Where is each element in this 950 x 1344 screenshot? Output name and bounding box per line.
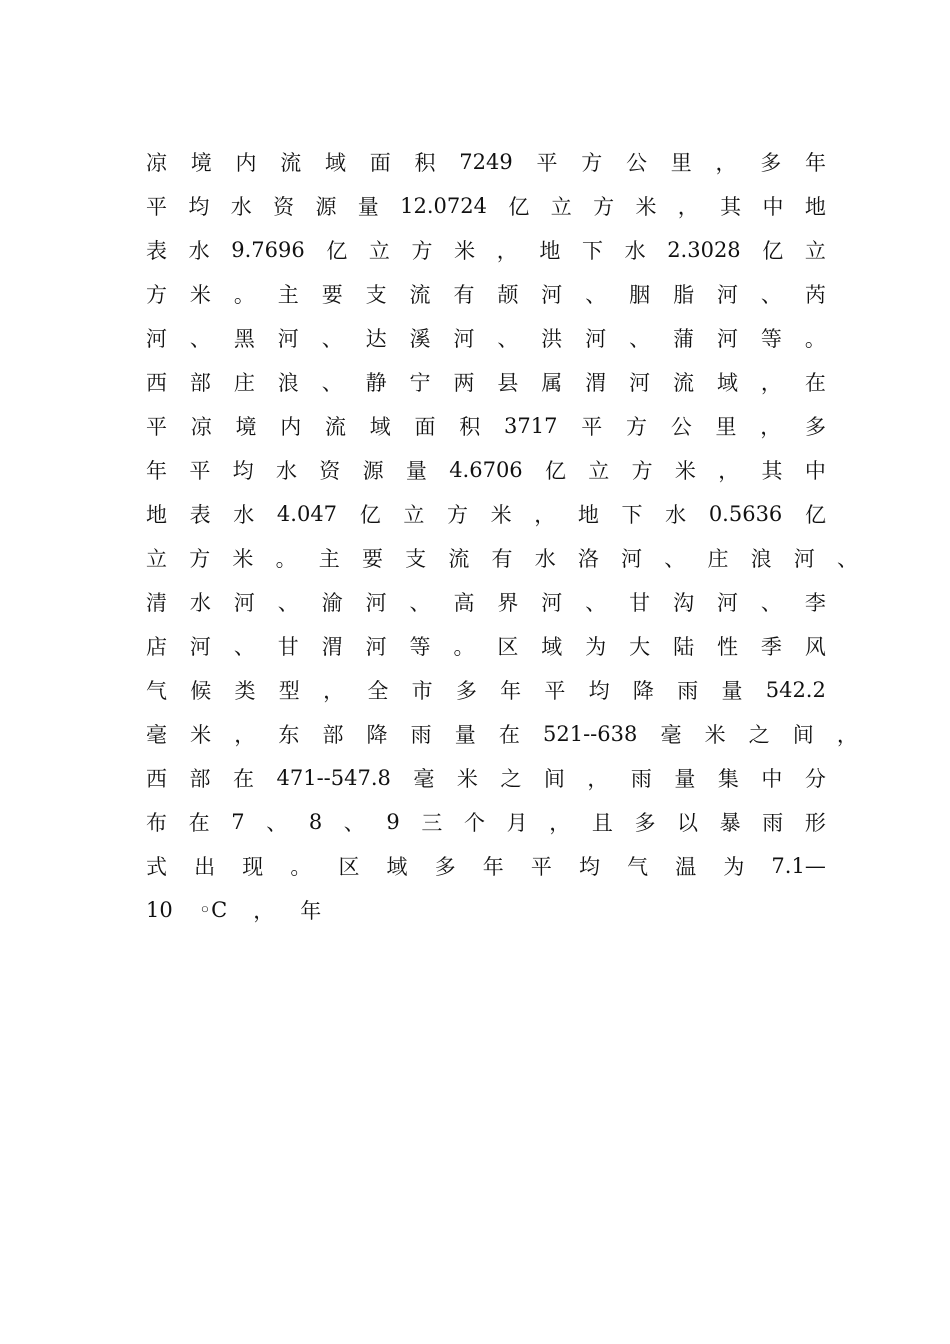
text-token: 有 [453, 283, 475, 307]
text-token: 雨 [410, 723, 432, 747]
text-token: 类 [234, 679, 256, 703]
text-token: 毫 [660, 723, 682, 747]
text-token: 且 [591, 811, 613, 835]
text-token: 河 [629, 371, 651, 395]
text-token: 境 [190, 151, 212, 175]
text-token: 里 [715, 415, 737, 439]
text-token: 河 [716, 591, 738, 615]
text-token: 西 [146, 767, 167, 791]
text-token: 0.5636 [708, 502, 783, 526]
text-line [146, 492, 826, 536]
text-token: 域 [369, 415, 391, 439]
text-token: 米 [704, 723, 726, 747]
text-token: 地 [804, 195, 826, 219]
text-token: 气 [627, 855, 649, 879]
text-token: 分 [804, 767, 826, 791]
text-token: 全 [367, 679, 389, 703]
text-token: 县 [497, 371, 519, 395]
text-token: 、 [266, 811, 288, 835]
text-token: 、 [629, 327, 651, 351]
text-token: 立 [146, 547, 167, 571]
text-token: 陆 [673, 635, 695, 659]
text-token: 之 [500, 767, 522, 791]
text-token: 表 [146, 239, 167, 263]
text-token: 4.047 [276, 502, 338, 526]
text-token: 量 [454, 723, 476, 747]
text-token: 亿 [762, 239, 784, 263]
text-token: 毫 [413, 767, 435, 791]
text-token: 平 [146, 195, 167, 219]
text-token: 内 [235, 151, 257, 175]
text-token: 方 [446, 503, 468, 527]
text-token: 三 [421, 811, 443, 835]
text-line [146, 140, 826, 184]
text-token: 水 [230, 195, 252, 219]
text-token: 方 [631, 459, 653, 483]
text-token: 地 [146, 503, 167, 527]
text-token: 渭 [321, 635, 343, 659]
text-token: 公 [670, 415, 692, 439]
text-token: 溪 [409, 327, 431, 351]
text-token: 多 [455, 679, 477, 703]
text-token: 静 [365, 371, 387, 395]
text-token: 、 [321, 371, 343, 395]
text-token: 流 [409, 283, 431, 307]
text-token: 、 [760, 283, 782, 307]
text-token: ， [496, 239, 518, 263]
text-token: 立 [550, 195, 572, 219]
text-line [146, 844, 826, 888]
text-token: 其 [720, 195, 742, 219]
text-token: 之 [748, 723, 770, 747]
text-token: 方 [593, 195, 615, 219]
text-token: 水 [189, 591, 211, 615]
text-token: 降 [366, 723, 388, 747]
text-token: 亿 [544, 459, 566, 483]
text-line [146, 184, 826, 228]
text-token: 河 [716, 327, 738, 351]
text-token: 多 [634, 811, 656, 835]
text-token: 亿 [804, 503, 826, 527]
text-token: 471--547.8 [276, 766, 391, 790]
text-token: 河 [621, 547, 643, 571]
text-token: ， [323, 679, 345, 703]
text-line [146, 668, 826, 712]
text-token: 主 [318, 547, 340, 571]
text-token: 要 [361, 547, 383, 571]
text-token: 在 [188, 811, 210, 835]
text-token: 河 [453, 327, 475, 351]
text-token: 在 [498, 723, 520, 747]
text-token: 河 [541, 283, 563, 307]
text-token: 9.7696 [231, 238, 305, 262]
text-token: 年 [482, 855, 504, 879]
text-token: 源 [315, 195, 337, 219]
text-token: 年 [500, 679, 522, 703]
text-token: 流 [325, 415, 346, 439]
text-token: 个 [464, 811, 485, 835]
text-token: 在 [804, 371, 826, 395]
text-token: 间 [792, 723, 814, 747]
text-token: 庄 [233, 371, 255, 395]
text-token: 河 [365, 635, 387, 659]
text-token: 、 [233, 635, 255, 659]
text-token: 店 [146, 635, 167, 659]
text-token: 等 [409, 635, 431, 659]
text-token: 现 [242, 855, 264, 879]
text-token: 多 [434, 855, 456, 879]
text-token: 河 [365, 591, 387, 615]
text-token: 暴 [719, 811, 741, 835]
text-line [146, 756, 826, 800]
text-token: 界 [497, 591, 519, 615]
text-token: 里 [670, 151, 692, 175]
text-token: 均 [578, 855, 600, 879]
text-token: 年 [146, 459, 167, 483]
text-token: 3717 [504, 414, 558, 438]
text-token: 为 [585, 635, 607, 659]
text-token: 多 [804, 415, 826, 439]
text-token: 芮 [804, 283, 826, 307]
text-token: 性 [716, 635, 738, 659]
text-token: 521--638 [542, 722, 638, 746]
text-token: 式 [146, 855, 167, 879]
text-token: 中 [804, 459, 826, 483]
text-token: 出 [194, 855, 216, 879]
text-token: 浪 [750, 547, 772, 571]
text-token: ， [587, 767, 609, 791]
text-token: 区 [338, 855, 360, 879]
text-token: 支 [405, 547, 427, 571]
text-token: 均 [232, 459, 254, 483]
text-token: 等 [760, 327, 782, 351]
text-token: 水 [665, 503, 687, 527]
text-token: 部 [189, 371, 211, 395]
text-token: 、 [837, 547, 858, 571]
text-token: 米 [635, 195, 657, 219]
text-token: 、 [760, 591, 782, 615]
text-token: 浪 [277, 371, 299, 395]
text-token: 毫 [146, 723, 167, 747]
text-token: 资 [319, 459, 341, 483]
text-token: ， [253, 899, 275, 923]
text-token: 、 [277, 591, 299, 615]
text-token: 月 [506, 811, 528, 835]
text-token: 量 [674, 767, 696, 791]
text-token: ， [534, 503, 556, 527]
text-token: 沟 [673, 591, 695, 615]
text-token: 源 [362, 459, 384, 483]
text-token: 河 [233, 591, 255, 615]
text-token: 部 [322, 723, 344, 747]
text-token: 地 [577, 503, 599, 527]
text-token: 甘 [629, 591, 651, 615]
text-token: 支 [365, 283, 387, 307]
text-token: 方 [581, 151, 603, 175]
text-line [146, 580, 826, 624]
text-line [146, 800, 826, 844]
text-token: ◦C [198, 898, 228, 922]
text-token: 下 [621, 503, 643, 527]
text-token: 降 [632, 679, 654, 703]
text-line [146, 272, 826, 316]
text-token: 流 [448, 547, 470, 571]
text-token: 方 [189, 547, 211, 571]
text-token: 黑 [233, 327, 255, 351]
text-token: 雨 [630, 767, 652, 791]
text-token: ， [836, 723, 858, 747]
text-token: 亿 [508, 195, 530, 219]
text-token: ， [234, 723, 256, 747]
text-token: 两 [453, 371, 475, 395]
text-token: 河 [541, 591, 563, 615]
text-token: 。 [453, 635, 475, 659]
text-token: ， [715, 151, 737, 175]
text-token: 域 [386, 855, 408, 879]
text-token: 面 [369, 151, 391, 175]
text-token: 亿 [326, 239, 348, 263]
text-token: 在 [233, 767, 254, 791]
text-token: 间 [543, 767, 565, 791]
text-token: 、 [664, 547, 686, 571]
text-token: 河 [793, 547, 815, 571]
text-token: 水 [188, 239, 210, 263]
text-token: 公 [625, 151, 647, 175]
text-token: 以 [677, 811, 699, 835]
text-token: 米 [490, 503, 512, 527]
text-token: 、 [189, 327, 211, 351]
text-token: 米 [674, 459, 696, 483]
text-token: 8 [308, 810, 323, 834]
text-token: 风 [804, 635, 826, 659]
text-token: 季 [760, 635, 782, 659]
text-line [146, 712, 858, 756]
text-token: 水 [233, 503, 255, 527]
text-token: 9 [386, 810, 400, 834]
text-token: 立 [403, 503, 425, 527]
text-token: 方 [411, 239, 433, 263]
text-token: 雨 [762, 811, 784, 835]
text-token: 米 [456, 767, 478, 791]
text-token: 中 [761, 767, 783, 791]
text-token: 均 [588, 679, 610, 703]
text-token: 、 [409, 591, 431, 615]
text-token: 立 [368, 239, 390, 263]
text-token: 。 [275, 547, 297, 571]
text-token: 米 [189, 283, 211, 307]
text-token: 区 [497, 635, 519, 659]
text-token: 为 [723, 855, 745, 879]
text-token: 域 [716, 371, 738, 395]
text-token: 市 [411, 679, 433, 703]
text-token: 资 [273, 195, 295, 219]
text-token: 内 [280, 415, 302, 439]
text-token: 方 [625, 415, 647, 439]
text-token: 渭 [585, 371, 607, 395]
text-token: 年 [300, 899, 322, 923]
text-token: 表 [189, 503, 211, 527]
text-token: 平 [189, 459, 211, 483]
text-token: 立 [588, 459, 610, 483]
text-token: 甘 [277, 635, 299, 659]
text-token: 东 [278, 723, 300, 747]
text-token: 大 [629, 635, 651, 659]
text-token: 水 [624, 239, 646, 263]
text-token: 积 [459, 415, 481, 439]
text-token: 西 [146, 371, 167, 395]
text-token: 胭 [629, 283, 651, 307]
text-token: 部 [189, 767, 211, 791]
text-token: 候 [190, 679, 212, 703]
text-token: 温 [675, 855, 697, 879]
text-line [146, 888, 826, 932]
text-token: 庄 [707, 547, 729, 571]
text-token: 高 [453, 591, 475, 615]
text-token: 、 [585, 591, 607, 615]
text-token: 亿 [359, 503, 381, 527]
text-token: 7249 [459, 150, 513, 174]
text-token: 洛 [577, 547, 599, 571]
text-token: 河 [716, 283, 738, 307]
text-token: 米 [232, 547, 254, 571]
text-token: 均 [188, 195, 210, 219]
text-token: 平 [544, 679, 566, 703]
text-token: 米 [454, 239, 476, 263]
text-token: 宁 [409, 371, 431, 395]
text-token: 水 [275, 459, 297, 483]
text-token: 积 [414, 151, 436, 175]
text-token: 。 [233, 283, 255, 307]
text-token: 雨 [677, 679, 699, 703]
text-token: 量 [405, 459, 427, 483]
text-token: 河 [277, 327, 299, 351]
text-token: ， [760, 371, 782, 395]
text-token: 渝 [321, 591, 343, 615]
text-token: 型 [278, 679, 300, 703]
text-token: 河 [146, 327, 167, 351]
text-token: 颉 [497, 283, 519, 307]
text-token: 流 [280, 151, 302, 175]
text-token: 4.6706 [449, 458, 523, 482]
text-token: 达 [365, 327, 387, 351]
text-token: 立 [804, 239, 826, 263]
text-token: 属 [541, 371, 563, 395]
text-line [146, 360, 826, 404]
text-token: 流 [673, 371, 695, 395]
text-token: 年 [804, 151, 826, 175]
text-token: 中 [762, 195, 784, 219]
text-token: 布 [146, 811, 167, 835]
text-token: 12.0724 [400, 194, 487, 218]
text-token: 量 [357, 195, 379, 219]
text-token: 要 [321, 283, 343, 307]
text-token: 平 [146, 415, 167, 439]
text-token: 、 [321, 327, 343, 351]
text-line [146, 624, 826, 668]
text-token: 洪 [541, 327, 563, 351]
text-token: 地 [539, 239, 561, 263]
text-token: 境 [235, 415, 257, 439]
text-token: 平 [581, 415, 603, 439]
text-line [146, 316, 826, 360]
text-line [146, 448, 826, 492]
text-token: 2.3028 [667, 238, 741, 262]
text-token: 面 [414, 415, 436, 439]
text-token: 、 [343, 811, 365, 835]
text-token: 7.1— [771, 854, 826, 878]
text-token: 脂 [673, 283, 695, 307]
text-token: 10 [146, 898, 173, 922]
text-token: 清 [146, 591, 167, 615]
text-token: 有 [491, 547, 513, 571]
text-token: 域 [541, 635, 563, 659]
text-token: 凉 [146, 151, 167, 175]
text-token: 河 [585, 327, 607, 351]
text-token: 7 [231, 810, 245, 834]
text-token: 平 [536, 151, 558, 175]
text-token: 。 [804, 327, 826, 351]
text-token: 方 [146, 283, 167, 307]
text-line [146, 536, 858, 580]
text-token: 气 [146, 679, 167, 703]
text-token: ， [760, 415, 782, 439]
text-token: 主 [277, 283, 299, 307]
text-token: ， [549, 811, 571, 835]
text-token: 水 [534, 547, 556, 571]
text-token: 形 [804, 811, 826, 835]
text-token: 域 [325, 151, 346, 175]
text-line [146, 228, 826, 272]
text-token: 。 [290, 855, 312, 879]
text-token: 多 [760, 151, 782, 175]
text-token: ， [718, 459, 740, 483]
text-token: 量 [721, 679, 743, 703]
text-token: 集 [717, 767, 739, 791]
text-token: 542.2 [765, 678, 826, 702]
text-token: 、 [497, 327, 519, 351]
text-token: 、 [585, 283, 607, 307]
text-token: 其 [761, 459, 783, 483]
text-token: 凉 [190, 415, 212, 439]
text-token: 米 [190, 723, 212, 747]
text-token: 李 [804, 591, 826, 615]
body-text [146, 140, 866, 932]
text-token: 河 [189, 635, 211, 659]
text-token: 下 [581, 239, 603, 263]
text-token: ， [677, 195, 699, 219]
text-token: 蒲 [673, 327, 695, 351]
text-token: 平 [530, 855, 552, 879]
text-line [146, 404, 826, 448]
